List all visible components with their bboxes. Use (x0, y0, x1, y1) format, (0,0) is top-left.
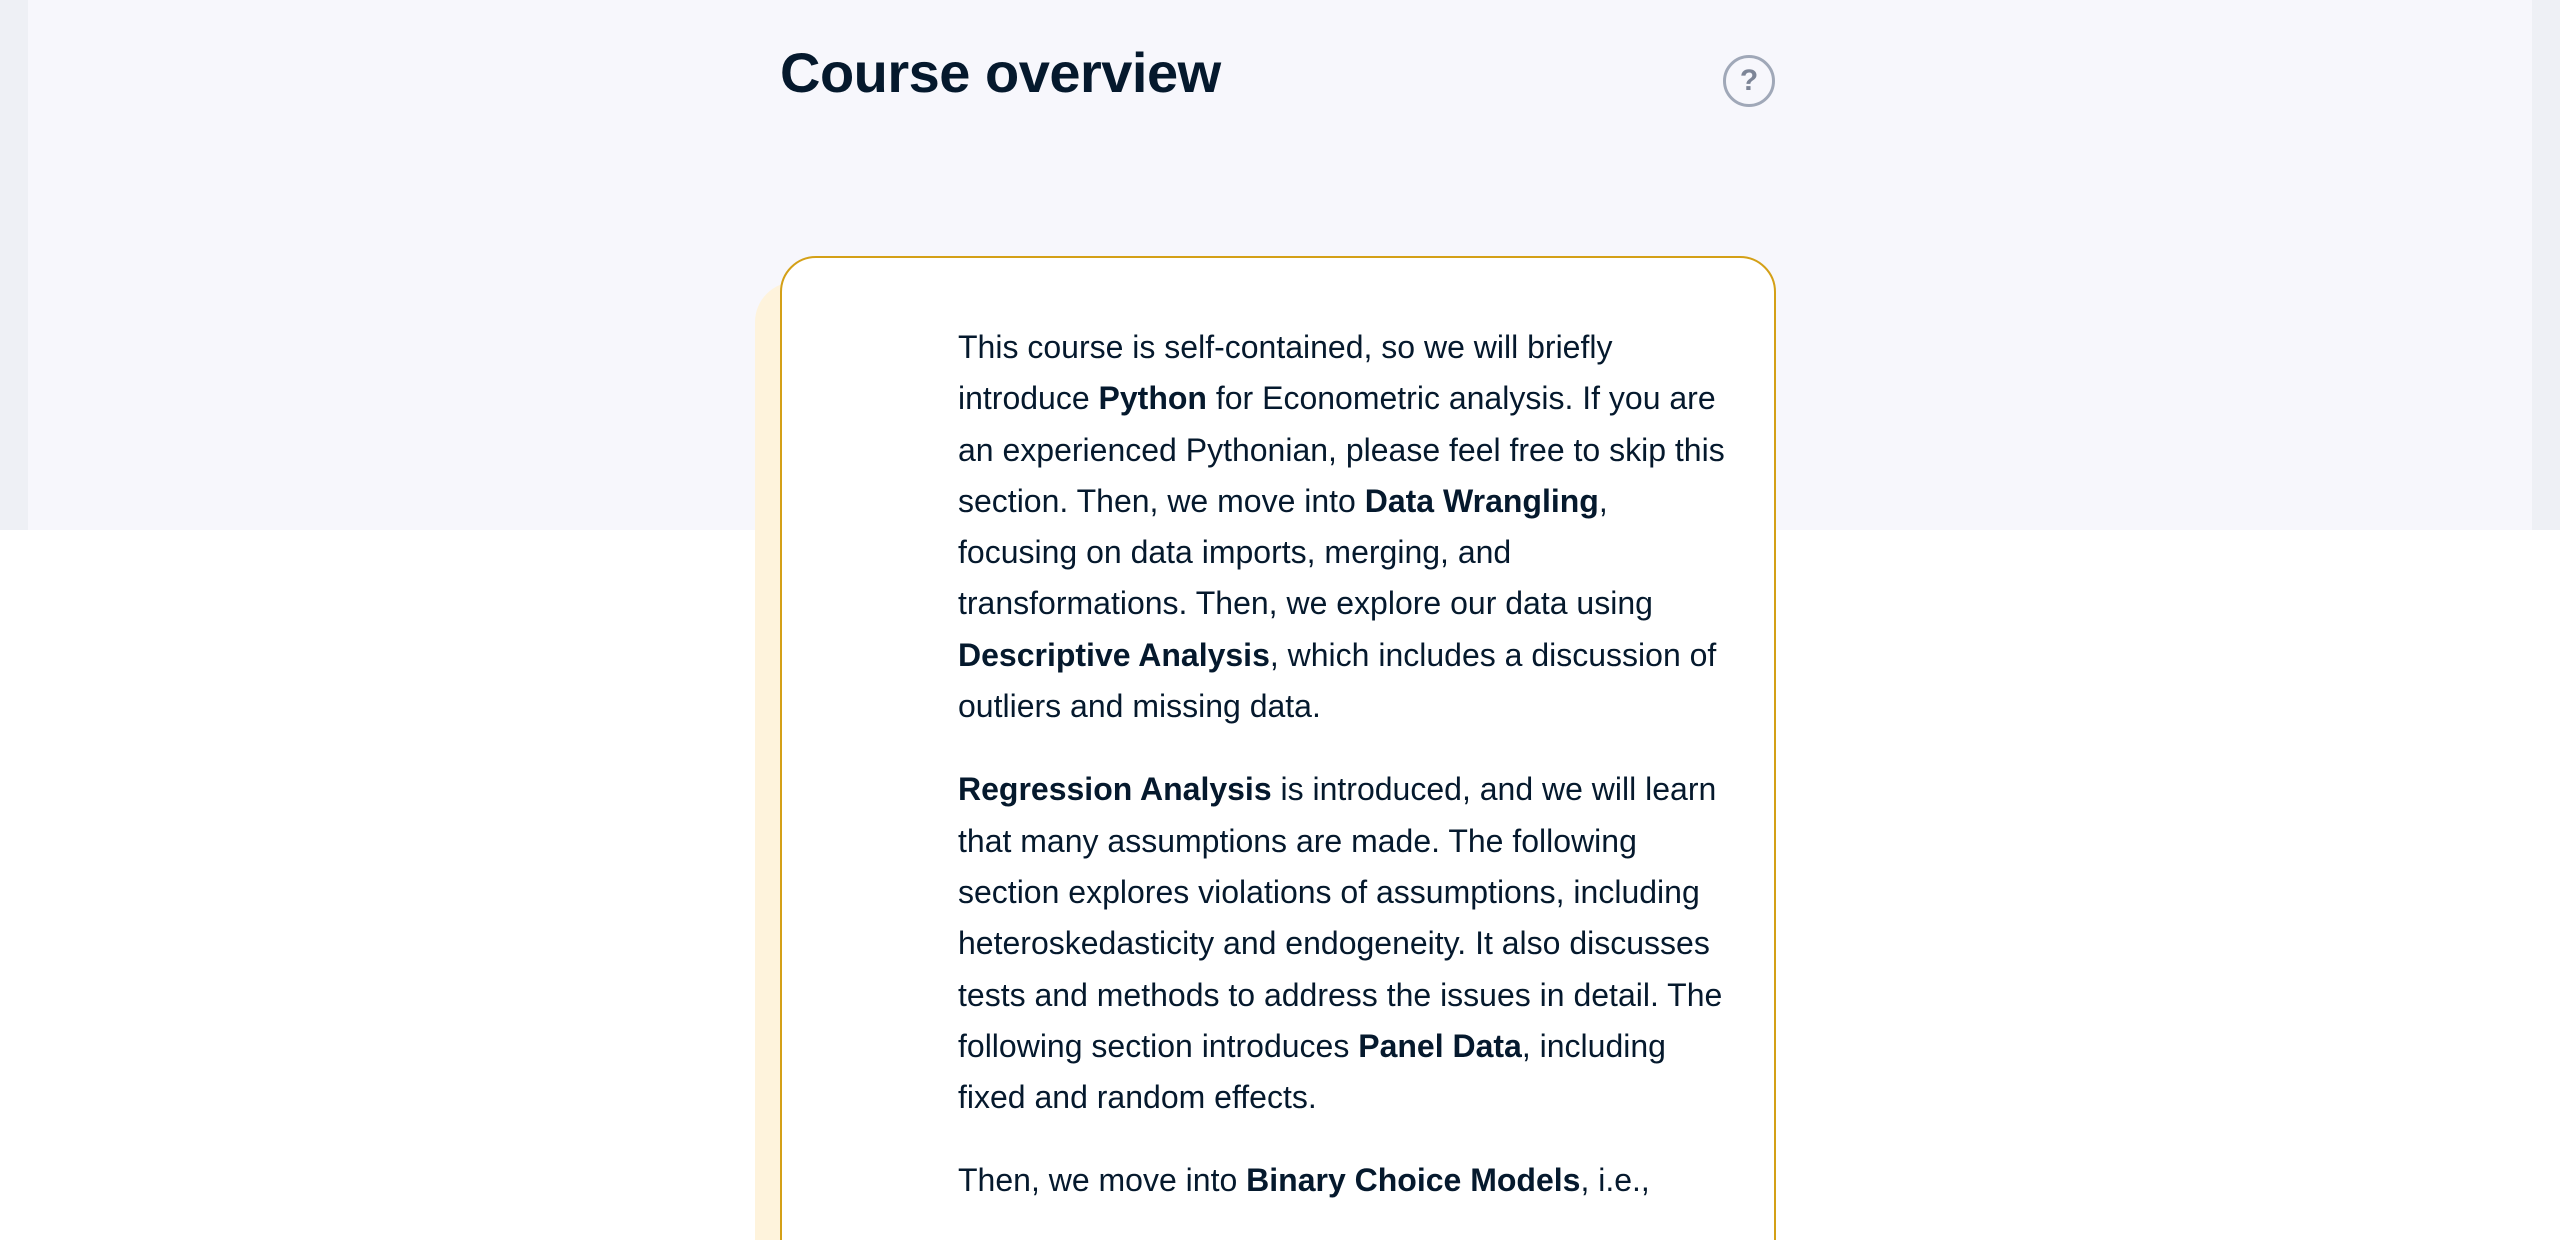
keyword-data-wrangling: Data Wrangling (1364, 482, 1599, 519)
keyword-regression-analysis: Regression Analysis (958, 771, 1272, 808)
overview-paragraph-2 (958, 764, 1728, 1123)
keyword-descriptive-analysis: Descriptive Analysis (958, 636, 1270, 673)
help-button[interactable] (1723, 55, 1775, 107)
text-fragment: for Econometric analysis. If you are an experienced Pythonian, please feel free to skip this section. Then, we move into (958, 380, 1725, 519)
question-circle-icon: ? (1739, 64, 1759, 97)
course-overview-card (780, 256, 1776, 1240)
page-title: Course overview (780, 41, 1221, 104)
text-fragment: , which includes a discussion of outliers and missing data. (958, 636, 1717, 725)
text-fragment: , focusing on data imports, merging, and transformations. Then, we explore our data using (958, 482, 1653, 622)
text-fragment: , i.e., (1580, 1162, 1650, 1199)
text-fragment: This course is self-contained, so we will briefly introduce (958, 329, 1613, 417)
course-overview-text (958, 322, 1728, 1239)
overview-paragraph-3 (958, 1155, 1728, 1206)
text-fragment: is introduced, and we will learn that many assumptions are made. The following section explores violations of assumptions, including heteroskedasticity and endogeneity. It also discusses tests and methods to address the issues in detail. The following section introduces (958, 771, 1723, 1064)
keyword-binary-choice-models: Binary Choice Models (1246, 1162, 1581, 1199)
left-rail (0, 0, 28, 530)
right-rail (2532, 0, 2560, 530)
overview-paragraph-1 (958, 322, 1728, 732)
text-fragment: Then, we move into (958, 1162, 1247, 1199)
keyword-python: Python (1098, 380, 1207, 417)
keyword-panel-data: Panel Data (1358, 1027, 1522, 1064)
text-fragment: , including fixed and random effects. (958, 1027, 1666, 1116)
